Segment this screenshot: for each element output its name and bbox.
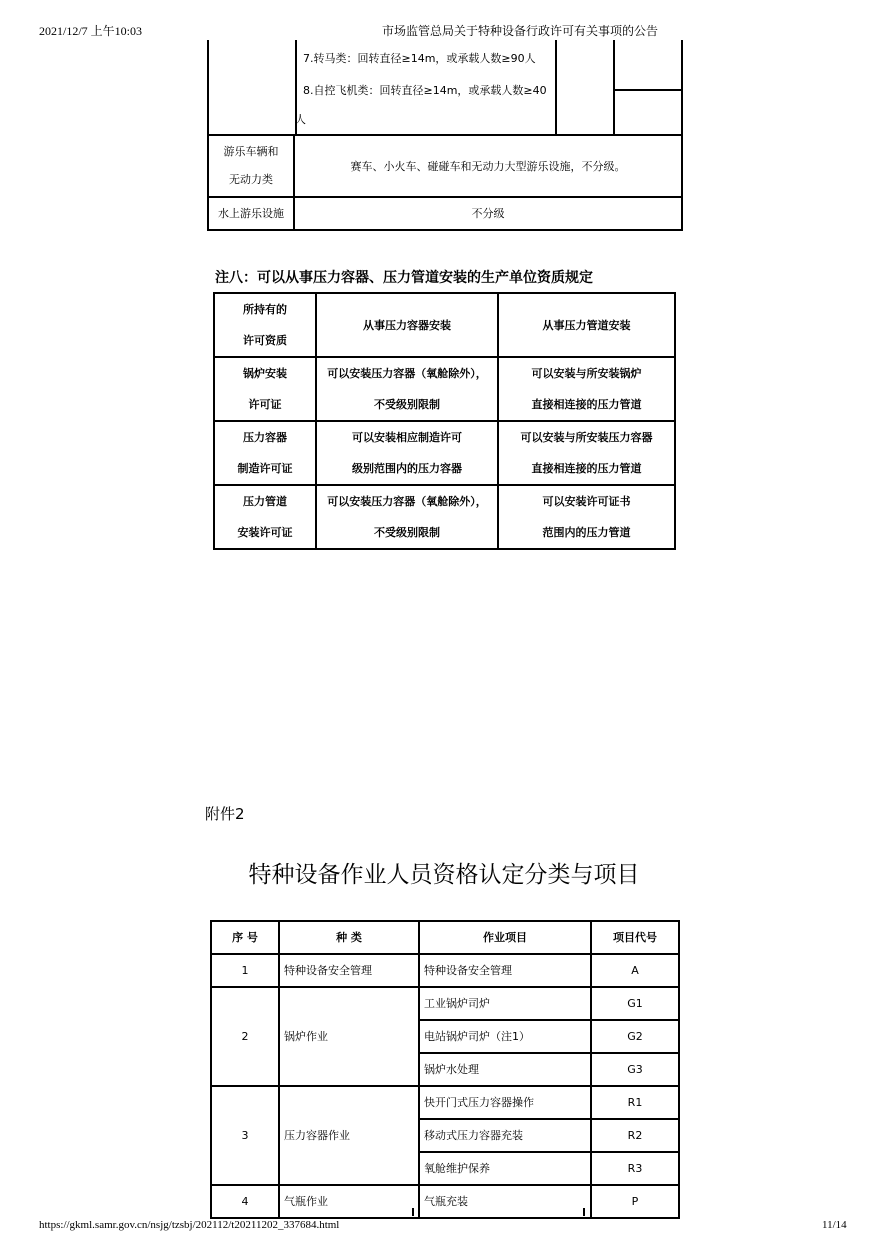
note-8-qualification: 压力管道 安装许可证 — [214, 485, 316, 549]
note-8-vessel-scope: 可以安装压力容器（氧舱除外）， 不受级别限制 — [316, 485, 498, 549]
category-value: 不分级 — [294, 197, 682, 230]
table-row — [211, 1185, 679, 1218]
note-8-qualification: 锅炉安装 许可证 — [214, 357, 316, 421]
item-name: 工业锅炉司炉 — [419, 987, 591, 1020]
attachment-label: 附件2 — [205, 805, 245, 823]
ride-class-7: 7.转马类：回转直径≥14m，或承载人数≥90人 — [303, 52, 536, 65]
col-header-kind: 种 类 — [279, 921, 419, 954]
group-kind: 气瓶作业 — [279, 1185, 419, 1218]
ride-class-8: 8.自控飞机类：回转直径≥14m，或承载人数≥40 — [303, 84, 547, 97]
table-row — [211, 1086, 679, 1119]
group-no: 1 — [211, 954, 279, 987]
item-code: R1 — [591, 1086, 679, 1119]
table-row — [211, 954, 679, 987]
item-code: G2 — [591, 1020, 679, 1053]
item-name: 快开门式压力容器操作 — [419, 1086, 591, 1119]
item-code: P — [591, 1185, 679, 1218]
footer-url: https://gkml.samr.gov.cn/nsjg/tzsbj/202112/t20211202_337684.html — [39, 1219, 340, 1231]
attachment-title: 特种设备作业人员资格认定分类与项目 — [248, 862, 640, 888]
top-table — [207, 134, 683, 231]
group-kind: 锅炉作业 — [279, 987, 419, 1086]
note-8-head-vessel: 从事压力容器安装 — [316, 293, 498, 357]
item-code: A — [591, 954, 679, 987]
table-row — [214, 485, 675, 549]
item-name: 氧舱维护保养 — [419, 1152, 591, 1185]
group-no: 4 — [211, 1185, 279, 1218]
note-8-pipeline-scope: 可以安装许可证书 范围内的压力管道 — [498, 485, 675, 549]
table-row — [214, 421, 675, 485]
item-code: G1 — [591, 987, 679, 1020]
footer-page-number: 11/14 — [822, 1219, 847, 1231]
item-code: R3 — [591, 1152, 679, 1185]
col-header-no: 序 号 — [211, 921, 279, 954]
category-label: 水上游乐设施 — [208, 197, 294, 230]
group-kind: 特种设备安全管理 — [279, 954, 419, 987]
col-header-item: 作业项目 — [419, 921, 591, 954]
item-code: G3 — [591, 1053, 679, 1086]
item-name: 移动式压力容器充装 — [419, 1119, 591, 1152]
category-label: 游乐车辆和 无动力类 — [208, 135, 294, 197]
note-8-vessel-scope: 可以安装压力容器（氧舱除外）， 不受级别限制 — [316, 357, 498, 421]
item-code: R2 — [591, 1119, 679, 1152]
item-name: 气瓶充装 — [419, 1185, 591, 1218]
item-name: 锅炉水处理 — [419, 1053, 591, 1086]
col-header-code: 项目代号 — [591, 921, 679, 954]
header-datetime: 2021/12/7 上午10:03 — [39, 24, 143, 38]
table-row — [214, 357, 675, 421]
group-no: 2 — [211, 987, 279, 1086]
note-8-qualification: 压力容器 制造许可证 — [214, 421, 316, 485]
note-8-head-pipeline: 从事压力管道安装 — [498, 293, 675, 357]
operator-table — [210, 920, 680, 1219]
note-8-pipeline-scope: 可以安装与所安装压力容器 直接相连接的压力管道 — [498, 421, 675, 485]
note-8-head-qualification: 所持有的 许可资质 — [214, 293, 316, 357]
table-row — [211, 987, 679, 1020]
item-name: 特种设备安全管理 — [419, 954, 591, 987]
group-kind: 压力容器作业 — [279, 1086, 419, 1185]
item-name: 电站锅炉司炉（注1） — [419, 1020, 591, 1053]
header-doc-title: 市场监管总局关于特种设备行政许可有关事项的公告 — [382, 24, 659, 38]
group-no: 3 — [211, 1086, 279, 1185]
note-8-vessel-scope: 可以安装相应制造许可 级别范围内的压力容器 — [316, 421, 498, 485]
note-8-pipeline-scope: 可以安装与所安装锅炉 直接相连接的压力管道 — [498, 357, 675, 421]
note-8-table — [213, 292, 676, 550]
category-value: 赛车、小火车、碰碰车和无动力大型游乐设施，不分级。 — [294, 135, 682, 197]
note-8-title: 注八：可以从事压力容器、压力管道安装的生产单位资质规定 — [215, 270, 593, 286]
ride-class-8-wrap: 人 — [295, 113, 306, 126]
